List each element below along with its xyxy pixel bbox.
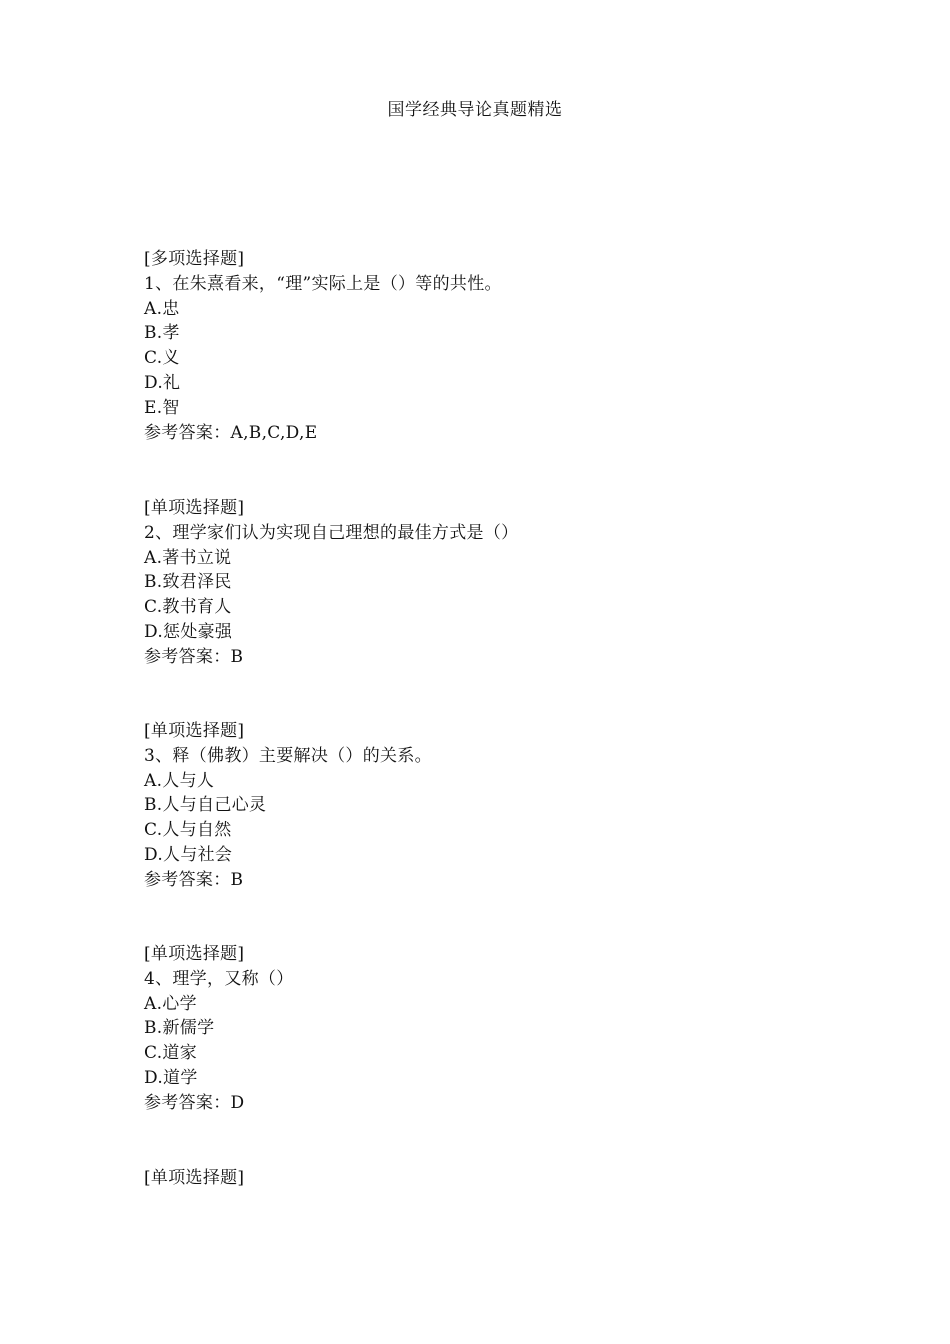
option-a: A.著书立说 — [144, 547, 232, 568]
question-block-5 — [144, 1166, 844, 1191]
option-c: C.教书育人 — [144, 597, 232, 618]
reference-answer: 参考答案：B — [144, 646, 244, 667]
option-c: C.道家 — [144, 1043, 198, 1064]
question-block-4 — [144, 942, 844, 1116]
option-e: E.智 — [144, 397, 180, 418]
question-type: [多项选择题] — [144, 249, 245, 269]
question-stem: 4、理学，又称（） — [144, 968, 294, 989]
question-stem: 2、理学家们认为实现自己理想的最佳方式是（） — [144, 522, 519, 543]
option-c: C.人与自然 — [144, 820, 232, 841]
reference-answer: 参考答案：A,B,C,D,E — [144, 422, 318, 443]
question-type: [单项选择题] — [144, 944, 245, 964]
question-block-3 — [144, 719, 844, 893]
question-stem: 3、释（佛教）主要解决（）的关系。 — [144, 745, 432, 766]
question-type: [单项选择题] — [144, 721, 245, 741]
document-title: 国学经典导论真题精选 — [387, 100, 563, 120]
option-a: A.心学 — [144, 993, 197, 1014]
question-block-2 — [144, 496, 844, 670]
question-type: [单项选择题] — [144, 1168, 245, 1188]
option-b: B.人与自己心灵 — [144, 795, 267, 816]
reference-answer: 参考答案：D — [144, 1092, 245, 1113]
reference-answer: 参考答案：B — [144, 869, 244, 890]
option-d: D.惩处豪强 — [144, 621, 233, 642]
option-d: D.道学 — [144, 1067, 198, 1088]
option-b: B.新儒学 — [144, 1018, 215, 1039]
option-a: A.忠 — [144, 298, 180, 319]
option-a: A.人与人 — [144, 770, 215, 791]
question-block-1 — [144, 247, 844, 445]
question-type: [单项选择题] — [144, 498, 245, 518]
option-b: B.孝 — [144, 323, 180, 344]
option-d: D.人与社会 — [144, 844, 233, 865]
option-d: D.礼 — [144, 372, 181, 393]
question-stem: 1、在朱熹看来，“理”实际上是（）等的共性。 — [144, 273, 502, 294]
option-c: C.义 — [144, 348, 180, 369]
option-b: B.致君泽民 — [144, 572, 232, 593]
